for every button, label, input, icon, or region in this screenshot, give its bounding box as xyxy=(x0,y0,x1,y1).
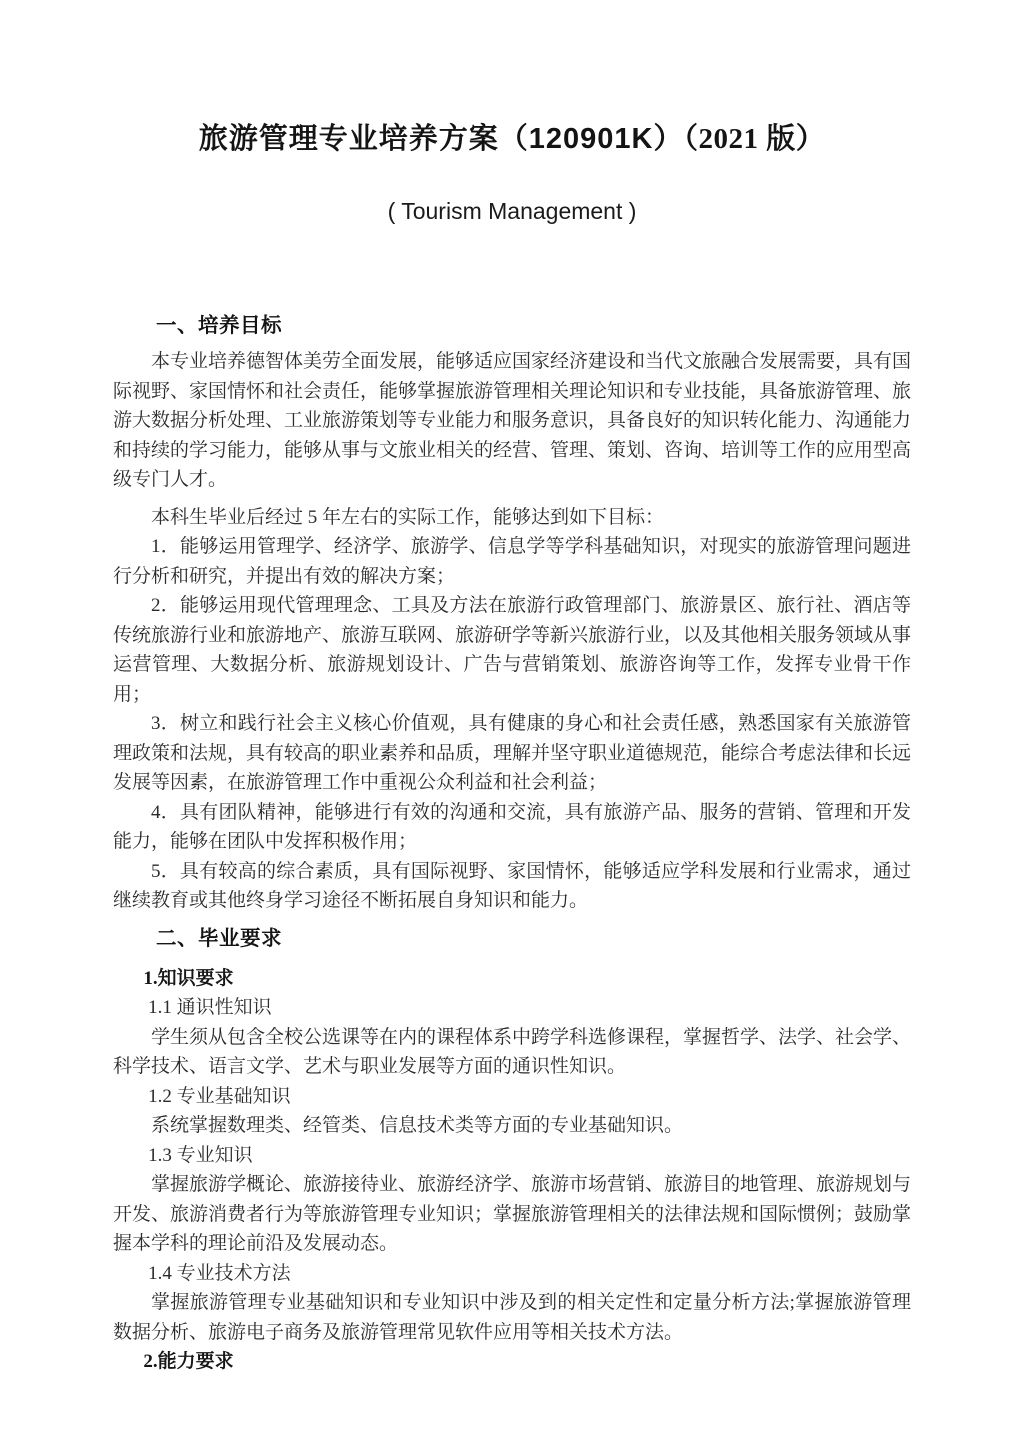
goal-item-4: 4．具有团队精神，能够进行有效的沟通和交流，具有旅游产品、服务的营销、管理和开发能力，能够在团队中发挥积极作用； xyxy=(113,801,911,852)
page-title-edition: （2021 版） xyxy=(683,123,826,155)
section-heading-training-objectives: 一、培养目标 xyxy=(156,314,283,337)
page-title xyxy=(113,122,911,156)
paragraph-professional-knowledge: 掌握旅游学概论、旅游接待业、旅游经济学、旅游市场营销、旅游目的地管理、旅游规划与开发、旅游消费者行为等旅游管理专业知识；掌握旅游管理相关的法律法规和国际惯例；鼓励掌握本学科的理论前沿及发展动态。 xyxy=(113,1174,912,1254)
paragraph-general-knowledge: 学生须从包含全校公选课等在内的课程体系中跨学科选修课程，掌握哲学、法学、社会学、科学技术、语言文学、艺术与职业发展等方面的通识性知识。 xyxy=(113,1026,912,1077)
subheading-professional-technical-methods: 1.4 专业技术方法 xyxy=(148,1262,291,1284)
goal-item-3: 3．树立和践行社会主义核心价值观，具有健康的身心和社会责任感，熟悉国家有关旅游管理政策和法规，具有较高的职业素养和品质，理解并坚守职业道德规范，能综合考虑法律和长远发展等因素，在旅游管理工作中重视公众利益和社会利益； xyxy=(113,713,912,793)
paragraph-professional-technical-methods: 掌握旅游管理专业基础知识和专业知识中涉及到的相关定性和定量分析方法;掌握旅游管理数据分析、旅游电子商务及旅游管理常见软件应用等相关技术方法。 xyxy=(113,1292,911,1343)
goal-item-1: 1．能够运用管理学、经济学、旅游学、信息学等学科基础知识，对现实的旅游管理问题进行分析和研究，并提出有效的解决方案； xyxy=(113,536,911,587)
section-heading-graduation-requirements: 二、毕业要求 xyxy=(156,926,283,950)
subheading-knowledge-requirements: 1.知识要求 xyxy=(143,967,234,989)
paragraph-professional-basic-knowledge: 系统掌握数理类、经管类、信息技术类等方面的专业基础知识。 xyxy=(151,1115,684,1136)
page-title-main: 旅游管理专业培养方案（120901K） xyxy=(198,123,684,155)
subheading-professional-basic-knowledge: 1.2 专业基础知识 xyxy=(148,1085,291,1107)
page-subtitle-english: ( Tourism Management ) xyxy=(387,198,637,224)
goal-item-2: 2．能够运用现代管理理念、工具及方法在旅游行政管理部门、旅游景区、旅行社、酒店等传统旅游行业和旅游地产、旅游互联网、旅游研学等新兴旅游行业，以及其他相关服务领域从事运营管理、大数据分析、旅游规划设计、广告与营销策划、旅游咨询等工作，发挥专业骨干作用； xyxy=(113,595,912,705)
subheading-ability-requirements: 2.能力要求 xyxy=(143,1351,234,1372)
subheading-general-knowledge: 1.1 通识性知识 xyxy=(148,997,272,1018)
paragraph-program-overview: 本专业培养德智体美劳全面发展，能够适应国家经济建设和当代文旅融合发展需要，具有国际视野、家国情怀和社会责任，能够掌握旅游管理相关理论知识和专业技能，具备旅游管理、旅游大数据分析处理、工业旅游策划等专业能力和服务意识，具备良好的知识转化能力、沟通能力和持续的学习能力，能够从事与文旅业相关的经营、管理、策划、咨询、培训等工作的应用型高级专门人才。 xyxy=(113,351,912,490)
goal-item-5: 5．具有较高的综合素质，具有国际视野、家国情怀，能够适应学科发展和行业需求，通过继续教育或其他终身学习途径不断拓展自身知识和能力。 xyxy=(113,860,911,911)
subheading-professional-knowledge: 1.3 专业知识 xyxy=(148,1144,253,1166)
paragraph-graduate-goals-lead: 本科生毕业后经过 5 年左右的实际工作，能够达到如下目标： xyxy=(151,506,665,528)
